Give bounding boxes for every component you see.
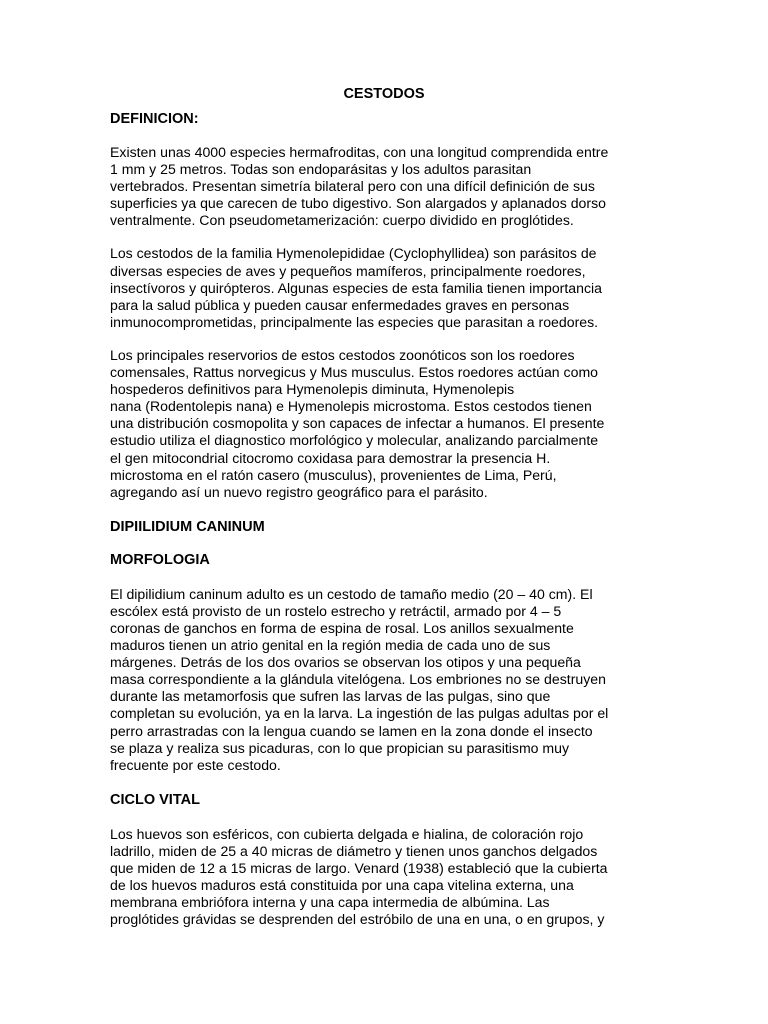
text-line: insectívoros y quirópteros. Algunas especies de esta familia tienen importancia [110,279,602,296]
text-line: agregando así un nuevo registro geográfico para el parásito. [110,483,488,500]
text-line: proglótides grávidas se desprenden del estróbilo de una en una, o en grupos, y [110,911,605,928]
text-line: ladrillo, miden de 25 a 40 micras de diámetro y tienen unos ganchos delgados [110,842,598,859]
text-line: escólex está provisto de un rostelo estrecho y retráctil, armado por 4 – 5 [110,602,562,619]
text-line: Existen unas 4000 especies hermafroditas, con una longitud comprendida entre [110,144,609,160]
section-heading-morfologia: MORFOLOGIA [110,551,210,568]
text-line: El dipilidium caninum adulto es un cestodo de tamaño medio (20 – 40 cm). El [110,585,593,602]
text-line: para la salud pública y pueden causar enfermedades graves en personas [110,296,570,313]
paragraph-definicion-1 [110,144,658,229]
text-line: ventralmente. Con pseudometamerización: cuerpo dividido en proglótides. [110,212,574,229]
text-line: perro arrastradas con la lengua cuando se lamen en la zona donde el insecto [110,722,593,739]
text-line: membrana embriófora interna y una capa intermedia de albúmina. Las [110,894,550,911]
text-line: Los principales reservorios de estos cestodos zoonóticos son los roedores [110,346,575,363]
text-line: Los cestodos de la familia Hymenolepididae (Cyclophyllidea) son parásitos de [110,245,597,262]
paragraph-morfologia [110,586,658,774]
document-page [110,84,658,928]
text-line: superficies ya que carecen de tubo digestivo. Son alargados y aplanados dorso [110,195,606,212]
text-line: una distribución cosmopolita y son capaces de infectar a humanos. El presente [110,415,605,432]
paragraph-definicion-2 [110,245,658,330]
paragraph-ciclo-vital [110,826,658,929]
text-line: de los huevos maduros está constituida por una capa vitelina externa, una [110,877,574,894]
text-line: vertebrados. Presentan simetría bilateral pero con una difícil definición de sus [110,178,595,195]
text-line: 1 mm y 25 metros. Todas son endoparásitas y los adultos parasitan [110,161,532,178]
paragraph-definicion-3 [110,347,658,501]
text-line: coronas de ganchos en forma de espina de rosal. Los anillos sexualmente [110,619,574,636]
text-line: durante las metamorfosis que sufren las larvas de las pulgas, sino que [110,688,551,705]
text-line: maduros tienen un atrio genital en la región media de cada uno de sus [110,637,551,654]
section-heading-ciclo-vital: CICLO VITAL [110,791,200,808]
text-line: frecuente por este cestodo. [110,756,281,773]
document-title: CESTODOS [343,86,425,102]
text-line: se plaza y realiza sus picaduras, con lo que propician su parasitismo muy [110,739,570,756]
text-line: diversas especies de aves y pequeños mamíferos, principalmente roedores, [110,262,586,279]
text-line: masa correspondiente a la glándula vitelógena. Los embriones no se destruyen [110,671,606,688]
text-line: Los huevos son esféricos, con cubierta delgada e hialina, de coloración rojo [110,825,584,842]
section-heading-definicion: DEFINICION: [110,111,199,127]
text-line: microstoma en el ratón casero (musculus), provenientes de Lima, Perú, [110,466,557,483]
text-line: que miden de 12 a 15 micras de largo. Venard (1938) estableció que la cubierta [110,860,608,876]
text-line: estudio utiliza el diagnostico morfológico y molecular, analizando parcialmente [110,432,599,449]
text-line: comensales, Rattus norvegicus y Mus musculus. Estos roedores actúan como [110,364,599,381]
text-line: márgenes. Detrás de los dos ovarios se observan los otipos y una pequeña [110,654,581,671]
text-line: el gen mitocondrial citocromo coxidasa para demostrar la presencia H. [110,449,551,466]
text-line: hospederos definitivos para Hymenolepis diminuta, Hymenolepis [110,381,515,398]
text-line: nana (Rodentolepis nana) e Hymenolepis microstoma. Estos cestodos tienen [110,398,592,415]
text-line: inmunocomprometidas, principalmente las especies que parasitan a roedores. [110,313,599,330]
section-heading-dipiilidium-caninum: DIPIILIDIUM CANINUM [110,518,265,535]
text-line: completan su evolución, ya en la larva. La ingestión de las pulgas adultas por el [110,705,609,722]
